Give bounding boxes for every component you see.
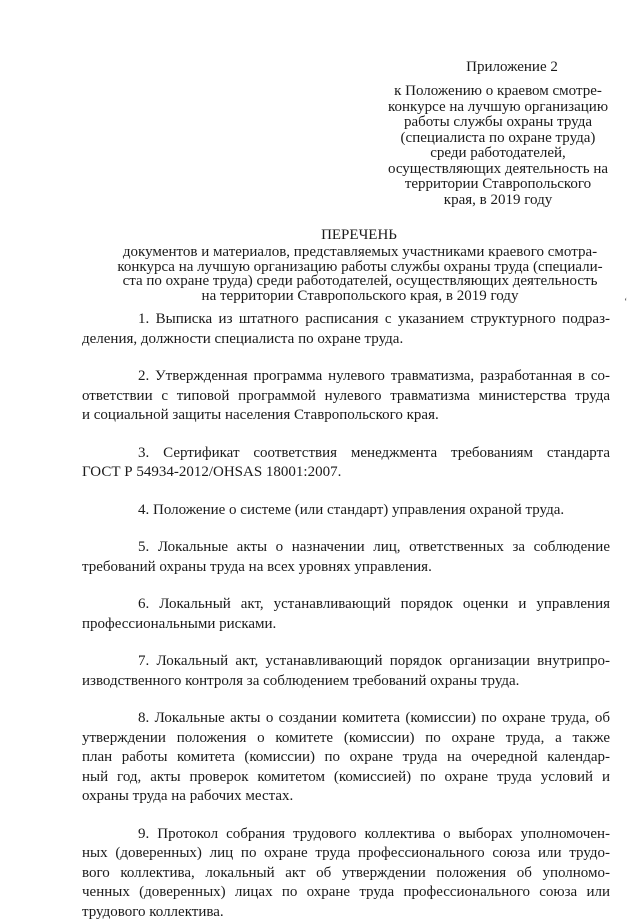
item-line: ответствии с типовой программой нулевого травматизма министерства труда xyxy=(82,387,610,407)
item-line: охраны труда на рабочих местах. xyxy=(82,787,610,807)
item-line: 3. Сертификат соответствия менеджмента требованиям стандарта xyxy=(82,444,610,464)
item-line: утверждении положения о комитете (комиссии) по охране труда, а также xyxy=(82,729,610,749)
subtitle-line: ста по охране труда) среди работодателей, осуществляющих деятельность xyxy=(112,274,608,289)
appendix-label: Приложение 2 xyxy=(452,59,572,76)
item-line: 5. Локальные акты о назначении лиц, ответственных за соблюдение xyxy=(82,538,610,558)
document-items-list xyxy=(82,310,610,922)
list-item xyxy=(82,652,610,691)
item-line: ГОСТ Р 54934-2012/OHSAS 18001:2007. xyxy=(82,463,610,483)
item-line: и социальной защиты населения Ставропольского края. xyxy=(82,406,610,426)
item-line: ченных (доверенных) лицах по охране труда профессионального союза или xyxy=(82,883,610,903)
document-subtitle xyxy=(112,245,608,303)
list-item xyxy=(82,501,610,521)
list-item xyxy=(82,367,610,426)
item-line: 4. Положение о системе (или стандарт) управления охраной труда. xyxy=(82,501,610,521)
margin-mark: ʻ xyxy=(624,297,627,308)
item-line: требований охраны труда на всех уровнях управления. xyxy=(82,558,610,578)
item-line: 9. Протокол собрания трудового коллектива о выборах уполномочен- xyxy=(82,825,610,845)
item-line: 6. Локальный акт, устанавливающий порядок оценки и управления xyxy=(82,595,610,615)
subtitle-line: документов и материалов, представляемых участниками краевого смотра- xyxy=(112,245,608,260)
appendix-ref-line: к Положению о краевом смотре- xyxy=(386,84,610,100)
item-line: ных (доверенных) лиц по охране труда профессионального союза или трудо- xyxy=(82,844,610,864)
list-item xyxy=(82,595,610,634)
list-item xyxy=(82,538,610,577)
item-line: деления, должности специалиста по охране труда. xyxy=(82,330,610,350)
appendix-ref-line: осуществляющих деятельность на xyxy=(386,162,610,178)
item-line: профессиональными рисками. xyxy=(82,615,610,635)
appendix-ref-line: края, в 2019 году xyxy=(386,193,610,209)
document-title: ПЕРЕЧЕНЬ xyxy=(0,227,639,244)
item-line: ный год, акты проверок комитетом (комиссией) по охране труда условий и xyxy=(82,768,610,788)
list-item xyxy=(82,709,610,807)
item-line: 1. Выписка из штатного расписания с указанием структурного подраз- xyxy=(82,310,610,330)
subtitle-line: конкурса на лучшую организацию работы службы охраны труда (специали- xyxy=(112,260,608,275)
list-item xyxy=(82,825,610,922)
item-line: 7. Локальный акт, устанавливающий порядок организации внутрипро- xyxy=(82,652,610,672)
item-line: 8. Локальные акты о создании комитета (комиссии) по охране труда, об xyxy=(82,709,610,729)
item-line: изводственного контроля за соблюдением требований охраны труда. xyxy=(82,672,610,692)
list-item xyxy=(82,310,610,349)
appendix-ref-line: конкурсе на лучшую организацию xyxy=(386,100,610,116)
item-line: план работы комитета (комиссии) по охране труда на очередной календар- xyxy=(82,748,610,768)
list-item xyxy=(82,444,610,483)
item-line: трудового коллектива. xyxy=(82,903,610,922)
item-line: 2. Утвержденная программа нулевого травматизма, разработанная в со- xyxy=(82,367,610,387)
subtitle-line: на территории Ставропольского края, в 2019 году xyxy=(112,289,608,304)
appendix-ref-line: среди работодателей, xyxy=(386,146,610,162)
appendix-ref-line: работы службы охраны труда xyxy=(386,115,610,131)
appendix-ref-line: территории Ставропольского xyxy=(386,177,610,193)
appendix-ref-line: (специалиста по охране труда) xyxy=(386,131,610,147)
appendix-reference xyxy=(386,84,610,208)
item-line: вого коллектива, локальный акт об утверждении положения об уполномо- xyxy=(82,864,610,884)
